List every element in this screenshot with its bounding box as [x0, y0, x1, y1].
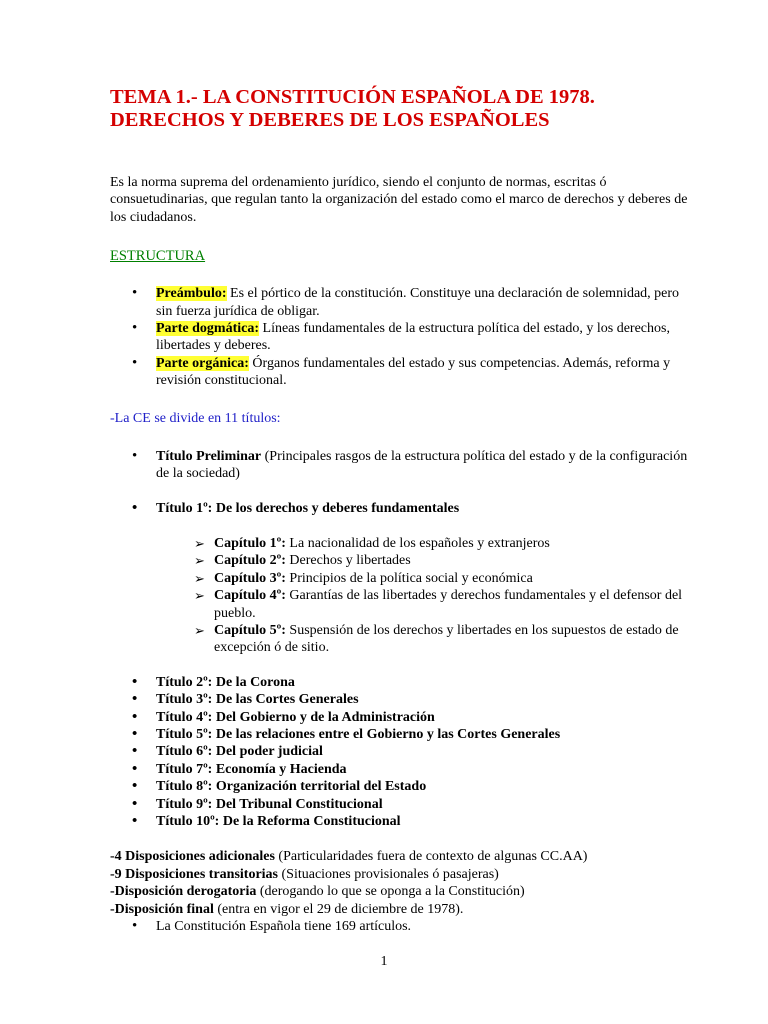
capitulo-name: Capítulo 1º:	[214, 535, 286, 551]
capitulo-description: Suspensión de los derechos y libertades en los supuestos de estado de excepción ó de sitio.	[214, 622, 679, 656]
intro-paragraph: Es la norma suprema del ordenamiento jurídico, siendo el conjunto de normas, escritas ó consuetudinarias, que regulan tanto la organización del estado como el marco de derechos y deberes de los ciudadanos.	[110, 175, 688, 225]
list-item	[214, 570, 690, 587]
term-description: Órganos fundamentales del estado y sus competencias. Además, reforma y revisión constitucional.	[156, 355, 671, 389]
term-highlight: Parte orgánica:	[156, 355, 249, 371]
term-highlight: Preámbulo:	[156, 286, 227, 302]
division-intro: -La CE se divide en 11 títulos:	[110, 410, 281, 426]
disposicion-name: -Disposición final	[110, 901, 214, 917]
document-page	[110, 86, 690, 935]
list-item: • La Constitución Española tiene 169 artículos.	[156, 918, 690, 935]
list-item: • Título 4º: Del Gobierno y de la Administración	[156, 709, 690, 726]
capitulo-name: Capítulo 5º:	[214, 622, 286, 638]
list-item: • Título 2º: De la Corona	[156, 674, 690, 691]
disposicion-description: (Particularidades fuera de contexto de algunas CC.AA)	[274, 849, 588, 865]
estructura-list	[110, 285, 690, 389]
capitulo-name: Capítulo 2º:	[214, 553, 286, 569]
capitulo-description: Principios de la política social y económica	[285, 570, 533, 586]
list-item	[214, 535, 690, 552]
disposicion-description: (derogando lo que se oponga a la Constitución)	[256, 884, 525, 900]
disposicion-name: -Disposición derogatoria	[110, 884, 257, 900]
list-item: • Título 3º: De las Cortes Generales	[156, 691, 690, 708]
estructura-heading: ESTRUCTURA	[110, 248, 206, 265]
articulos-list	[110, 918, 690, 935]
titulo-name: Título Preliminar	[156, 448, 262, 464]
list-item	[156, 285, 690, 320]
list-item	[156, 320, 690, 355]
document-title	[110, 86, 690, 132]
list-item: • Título 7º: Economía y Hacienda	[156, 761, 690, 778]
capitulo-name: Capítulo 4º:	[214, 588, 286, 604]
term-description: Es el pórtico de la constitución. Constituye una declaración de solemnidad, pero sin fuerza jurídica de obligar.	[156, 286, 680, 319]
capitulo-description: Derechos y libertades	[285, 553, 411, 569]
page-number: 1	[380, 954, 388, 969]
list-item: • Título 10º: De la Reforma Constitucional	[156, 813, 690, 830]
list-item: • Título 1º: De los derechos y deberes fundamentales	[156, 500, 690, 517]
list-item	[214, 622, 690, 657]
term-description: Líneas fundamentales de la estructura política del estado, y los derechos, libertades y deberes.	[156, 321, 670, 354]
list-item: • Título 9º: Del Tribunal Constitucional	[156, 796, 690, 813]
disposicion-line	[110, 883, 690, 900]
disposicion-name: -9 Disposiciones transitorias	[110, 866, 278, 882]
list-item: • Título 8º: Organización territorial del Estado	[156, 778, 690, 795]
list-item	[156, 448, 690, 483]
capitulo-name: Capítulo 3º:	[214, 570, 286, 586]
disposicion-line	[110, 848, 690, 865]
disposicion-line	[110, 866, 690, 883]
list-item: • Título 6º: Del poder judicial	[156, 743, 690, 760]
title-line-1: TEMA 1.- LA CONSTITUCIÓN ESPAÑOLA DE 1978.	[110, 86, 595, 108]
capitulos-list	[110, 535, 690, 657]
list-item	[156, 355, 690, 390]
capitulo-description: La nacionalidad de los españoles y extranjeros	[285, 535, 550, 551]
disposicion-line	[110, 901, 690, 918]
list-item	[214, 587, 690, 622]
titulo-description: (Principales rasgos de la estructura política del estado y de la configuración de la sociedad)	[156, 448, 688, 482]
titulos-preliminar-list	[110, 448, 690, 518]
term-highlight: Parte dogmática:	[156, 321, 260, 337]
disposicion-name: -4 Disposiciones adicionales	[110, 849, 275, 865]
list-item	[214, 552, 690, 569]
disposicion-description: (entra en vigor el 29 de diciembre de 1978).	[213, 901, 464, 917]
disposiciones-block	[110, 848, 690, 918]
title-line-2: DERECHOS Y DEBERES DE LOS ESPAÑOLES	[110, 109, 550, 131]
list-item: • Título 5º: De las relaciones entre el Gobierno y las Cortes Generales	[156, 726, 690, 743]
capitulo-description: Garantías de las libertades y derechos fundamentales y el defensor del pueblo.	[214, 588, 683, 621]
titulos-list	[110, 674, 690, 831]
disposicion-description: (Situaciones provisionales ó pasajeras)	[278, 866, 499, 882]
